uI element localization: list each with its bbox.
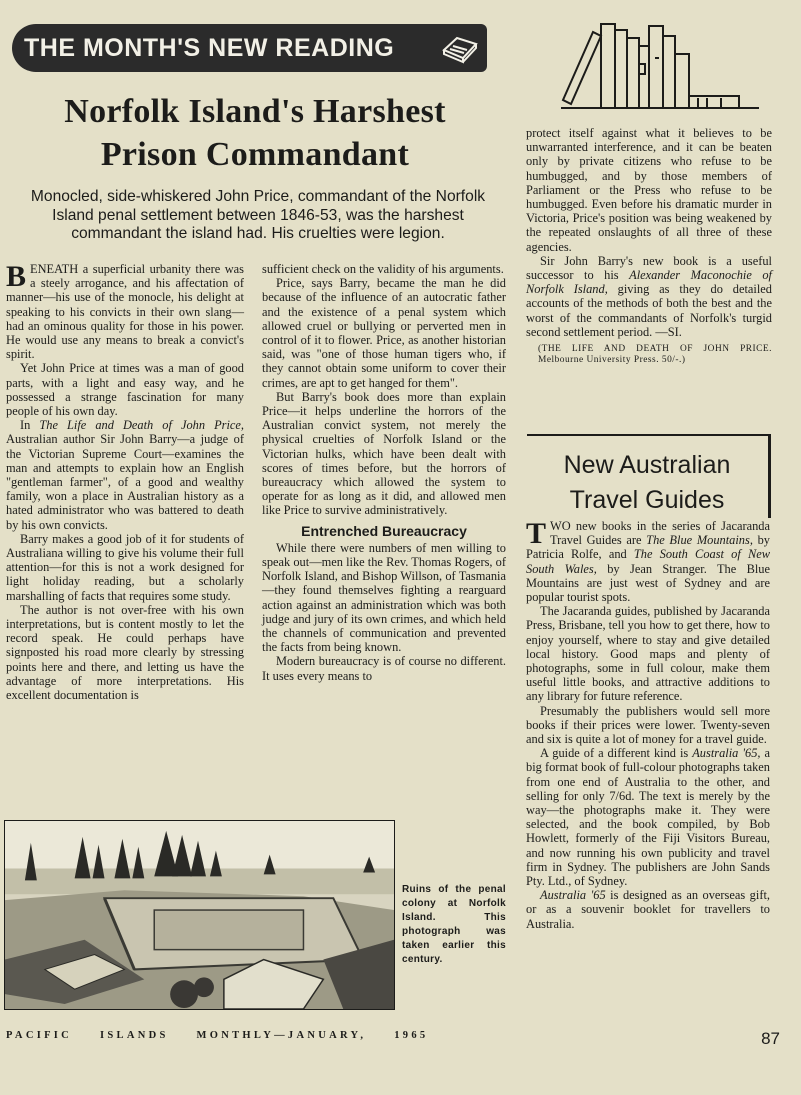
text: by Patricia Rolfe, and <box>526 533 770 562</box>
text: Australian author Sir John Barry—a judge of the Victorian Supreme Court—examines the man and attempts to explain how an English "gentleman farmer", of a good and wealthy family, won a place in Australian history as a hated administrator who was battered to death by his own convicts. <box>6 432 244 532</box>
title-line-1: New Australian <box>563 451 731 479</box>
banner-label: THE MONTH'S NEW READING <box>24 34 395 62</box>
article-column-2 <box>262 262 506 683</box>
text: a big format book of full-colour photographs taken from one end of Australia to the other, and selling for only 7/6d. The text is merely by the way—the photographs make it. They were selected, and the book compiled, by Bob Howlett, formerly of the Fiji Visitors Bureau, and now running his own publicity and travel firm in Sydney. The publishers are John Sands Pty. Ltd., of Sydney. <box>526 746 770 889</box>
photo-caption: Ruins of the penal colony at Norfolk Island. This photograph was taken earlier this century. <box>402 884 506 965</box>
paragraph <box>526 519 770 604</box>
paragraph-text: ENEATH a superficial urbanity there was a steely arrogance, and his affectation of manner—his use of the monocle, his delight at speaking to his convicts in their own slang—had an ominous quality for those in his power. He would use any means to break a convict's spirit. <box>6 262 244 362</box>
paragraph: Barry makes a good job of it for students of Australiana willing to give his volume their full attention—for this is not a work designed for light holiday reading, but a scholarly marshalling of facts that requires some study. <box>6 531 244 603</box>
subheading: Entrenched Bureaucracy <box>301 522 467 539</box>
paragraph: Modern bureaucracy is of course no different. It uses every means to <box>262 654 506 683</box>
book-title: Alexander Maconochie of Norfolk Island, <box>526 268 772 297</box>
page-footer: PACIFIC ISLANDS MONTHLY—JANUARY, 1965 <box>6 1030 429 1041</box>
title-line-2: Travel Guides <box>569 486 725 514</box>
article-standfirst: Monocled, side-whiskered John Price, commandant of the Norfolk Island penal settlement between 1846-53, was the harshest commandant the island had. His cruelties were legion. <box>30 188 486 242</box>
paragraph: Price, says Barry, became the man he did because of the influence of an autocratic father and the existence of a penal system which allowed cruel or bullying or perverted men in control of it to flower. Price, as another historian said, was "one of those human tigers who, if they cannot obtain some uniform to cover their crimes, are apt to get hanged for them". <box>262 276 506 390</box>
penal-colony-photo <box>4 820 395 1010</box>
text: In <box>20 418 40 433</box>
travel-guides-column <box>526 519 770 931</box>
book-title: Australia '65 <box>540 888 606 903</box>
text: by Jean Stranger. The Blue Mountains are just west of Sydney and are popular tourist spots. <box>526 561 771 605</box>
paragraph <box>6 418 244 532</box>
book-title: The South Coast of New South Wales, <box>526 547 770 576</box>
text: is designed as an overseas gift, or as a souvenir booklet for travellers to Australia. <box>526 888 770 931</box>
paragraph: Presumably the publishers would sell more books if their prices were lower. Twenty-seven and six is quite a lot of money for a travel guide. <box>526 703 770 747</box>
book-citation: (THE LIFE AND DEATH OF JOHN PRICE. Melbourne University Press. 50/-.) <box>538 344 772 366</box>
photo-image <box>5 821 394 1009</box>
bookshelf-illustration <box>555 18 765 113</box>
paragraph <box>526 746 770 888</box>
paragraph <box>526 888 770 931</box>
paragraph: The author is not over-free with his own interpretations, but is content mostly to let the record speak. He could perhaps have signposted his road more clearly by stressing points here and there, and letting us have the advantage of more interpretations. His excellent documentation is <box>6 602 244 703</box>
section-banner <box>12 24 487 72</box>
paragraph: But Barry's book does more than explain Price—it helps underline the horrors of the Australian convict system, not merely the physical cruelties of Norfolk Island or the Victorian hulks, which have been dealt with scores of times before, but the horrors of bureaucracy which allowed the system to operate for as long as it did, and allowed men like Price to survive administratively. <box>262 389 506 518</box>
travel-guides-title <box>530 448 764 518</box>
book-title: The Life and Death of John Price, <box>39 418 245 433</box>
text: A guide of a different kind is <box>540 746 693 761</box>
article-column-1 <box>6 262 244 702</box>
paragraph: protect itself against what it believes to be unwarranted interference, and it can be beaten only by private citizens who refuse to be humbugged, and by those members of Parliament or the Press who refuse to be humbugged. Even before his dramatic murder in Victoria, Price's position was being weakened by the repeated onslaughts of all three of these agencies. <box>526 126 772 254</box>
drop-cap: T <box>526 517 547 550</box>
text: Sir John Barry's new book is a useful successor to his <box>526 253 772 283</box>
drop-cap: B <box>6 260 27 293</box>
book-title: Australia '65, <box>692 746 761 761</box>
title-line-1: Norfolk Island's Harshest <box>64 93 446 130</box>
title-line-2: Prison Commandant <box>100 136 410 173</box>
paragraph: sufficient check on the validity of his arguments. <box>262 262 504 276</box>
article-title <box>10 90 500 176</box>
article-column-3 <box>526 126 772 366</box>
paragraph <box>6 262 244 361</box>
book-title: The Blue Mountains, <box>646 533 753 548</box>
page-number: 87 <box>761 1029 780 1048</box>
paragraph: The Jacaranda guides, published by Jacaranda Press, Brisbane, tell you how to get there, how to enjoy yourself, where to stay and give detailed local history. Good maps and plenty of photographs, some in full colour, make them useful little books, and attractive additions to any library for future reference. <box>526 604 770 704</box>
paragraph <box>526 254 772 339</box>
text: giving as they do detailed accounts of the methods of both the best and the worst of the commandants of Norfolk's turgid second settlement period. —SI. <box>526 282 772 339</box>
open-book-icon <box>441 32 479 64</box>
paragraph: Yet John Price at times was a man of good parts, with a light and easy way, and he possessed a strange fascination for many people of his own day. <box>6 361 244 419</box>
paragraph: While there were numbers of men willing to speak out—men like the Rev. Thomas Rogers, of Norfolk Island, and Bishop Willson, of Tasmania—they found themselves fighting a rearguard action against an administration which was both judge and jury of its own crimes, and which held the channels of communication and prevented the facts from being known. <box>262 540 506 655</box>
text: WO new books in the series of Jacaranda Travel Guides are <box>550 519 770 548</box>
